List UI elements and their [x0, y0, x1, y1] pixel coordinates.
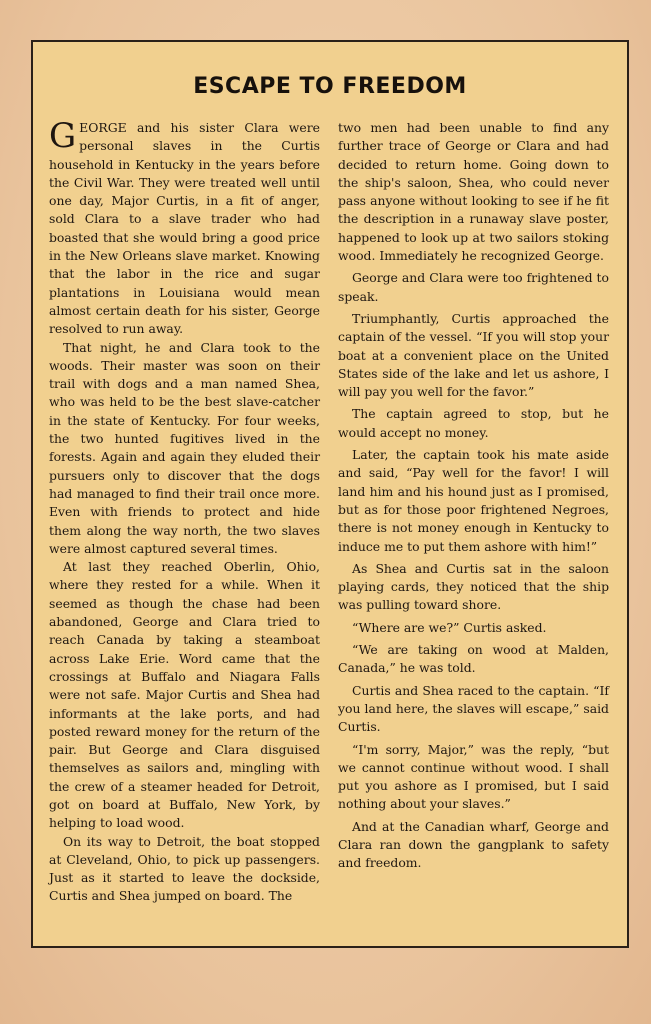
story-panel	[31, 40, 629, 948]
paragraph: two men had been unable to find any further trace of George or Clara and had decided to return home. Going down to the ship's saloon, Shea, who could never pass anyone without looking to see if he fit the description in a runaway slave poster, happened to look up at two sailors stoking wood. Immediately he recognized George.	[338, 120, 609, 264]
paragraph: And at the Canadian wharf, George and Clara ran down the gangplank to safety and freedom.	[338, 818, 609, 871]
paragraph: “I'm sorry, Major,” was the reply, “but we cannot continue without wood. I shall put you ashore as I promised, but I said nothing about your slaves.”	[338, 741, 609, 812]
drop-cap: G	[49, 116, 77, 156]
paragraph-text: EORGE and his sister Clara were personal slaves in the Curtis household in Kentucky in the years before the Civil War. They were treated well until one day, Major Curtis, in a fit of anger, sold Clara to a slave trader who had boasted that she would bring a good price in the New Orleans slave market. Knowing that the labor in the rice and sugar plantations in Louisiana would mean almost certain death for his sister, George resolved to run away.	[49, 120, 320, 337]
story-title: ESCAPE TO FREEDOM	[193, 74, 467, 99]
paragraph	[49, 116, 320, 339]
paragraph: That night, he and Clara took to the woods. Their master was soon on their trail with dogs and a man named Shea, who was held to be the best slave-catcher in the state of Kentucky. For four weeks, the two hunted fugitives lived in the forests. Again and again they eluded their pursuers only to discover that the dogs had managed to find their trail once more. Even with friends to protect and hide them along the way north, the two slaves were almost captured several times.	[49, 339, 320, 556]
paragraph: Triumphantly, Curtis approached the captain of the vessel. “If you will stop your boat at a convenient place on the United States side of the lake and let us ashore, I will pay you well for the favor.”	[338, 310, 609, 400]
paragraph: As Shea and Curtis sat in the saloon playing cards, they noticed that the ship was pulling toward shore.	[338, 560, 609, 613]
left-column	[49, 116, 320, 906]
paragraph: “We are taking on wood at Malden, Canada,” he was told.	[338, 642, 609, 676]
paragraph: George and Clara were too frightened to speak.	[338, 270, 609, 304]
paragraph: “Where are we?” Curtis asked.	[352, 619, 547, 635]
paragraph: On its way to Detroit, the boat stopped at Cleveland, Ohio, to pick up passengers. Just as it started to leave the dockside, Curtis and Shea jumped on board. The	[49, 833, 320, 904]
paragraph: The captain agreed to stop, but he would accept no money.	[338, 406, 609, 440]
paragraph: Later, the captain took his mate aside and said, “Pay well for the favor! I will land him and his hound just as I promised, but as for those poor frightened Negroes, there is not money enough in Kentucky to induce me to put them ashore with him!”	[338, 447, 609, 554]
right-column	[338, 119, 609, 877]
paragraph: At last they reached Oberlin, Ohio, where they rested for a while. When it seemed as though the chase had been abandoned, George and Clara tried to reach Canada by taking a steamboat across Lake Erie. Word came that the crossings at Buffalo and Niagara Falls were not safe. Major Curtis and Shea had informants at the lake ports, and had posted reward money for the return of the pair. But George and Clara disguised themselves as sailors and, mingling with the crew of a steamer headed for Detroit, got on board at Buffalo, New York, by helping to load wood.	[49, 559, 320, 831]
paragraph: Curtis and Shea raced to the captain. “If you land here, the slaves will escape,” said Curtis.	[338, 682, 609, 735]
